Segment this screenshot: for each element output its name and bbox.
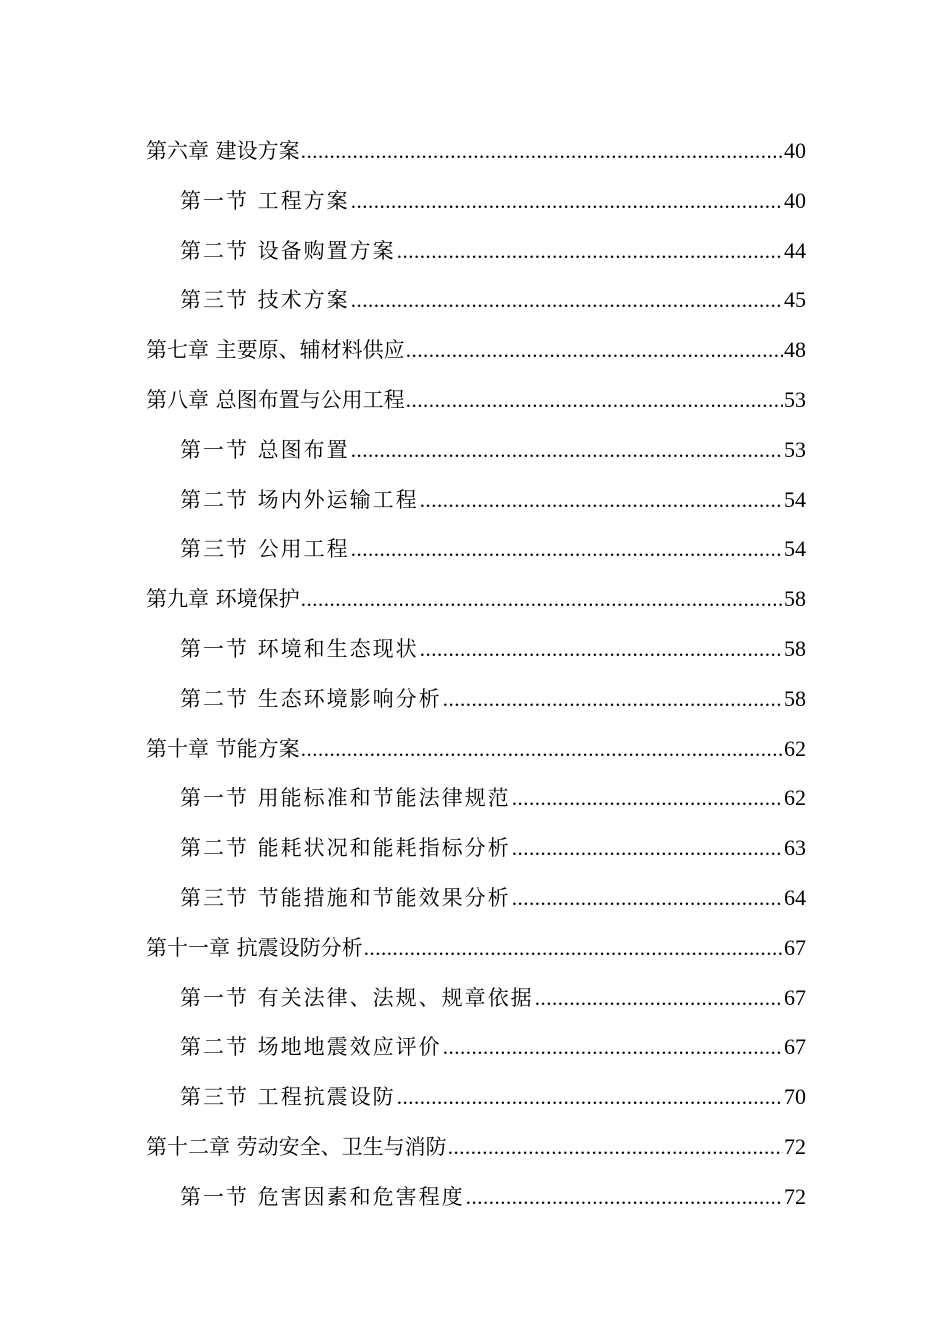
toc-entry-chapter-10[interactable] bbox=[146, 724, 806, 774]
toc-entry-page: 40 bbox=[784, 138, 806, 163]
toc-dot-leader bbox=[406, 326, 783, 376]
toc-entry-page: 58 bbox=[784, 685, 806, 711]
toc-entry-page: 40 bbox=[784, 187, 806, 213]
toc-entry-page: 67 bbox=[784, 984, 806, 1010]
toc-entry-page: 44 bbox=[784, 237, 806, 263]
toc-entry-title: 第九章 环境保护 bbox=[146, 587, 300, 612]
toc-entry-title: 第八章 总图布置与公用工程 bbox=[146, 387, 405, 412]
toc-entry-section[interactable] bbox=[146, 226, 806, 276]
toc-dot-leader bbox=[351, 276, 783, 326]
toc-dot-leader bbox=[420, 476, 783, 526]
toc-entry-page: 72 bbox=[784, 1183, 806, 1209]
toc-entry-section[interactable] bbox=[146, 773, 806, 823]
toc-entry-page: 62 bbox=[784, 785, 806, 811]
toc-entry-title: 第十二章 劳动安全、卫生与消防 bbox=[146, 1134, 447, 1159]
toc-dot-leader bbox=[443, 675, 783, 725]
toc-dot-leader bbox=[443, 1023, 783, 1073]
table-of-contents bbox=[146, 126, 806, 1222]
toc-entry-title: 第三节 公用工程 bbox=[180, 537, 350, 562]
toc-dot-leader bbox=[466, 1173, 783, 1223]
toc-entry-title: 第二节 生态环境影响分析 bbox=[180, 686, 442, 711]
toc-entry-page: 53 bbox=[784, 436, 806, 462]
toc-entry-title: 第一节 危害因素和危害程度 bbox=[180, 1184, 465, 1209]
toc-dot-leader bbox=[512, 874, 783, 924]
toc-entry-chapter-6[interactable] bbox=[146, 126, 806, 176]
toc-entry-title: 第一节 总图布置 bbox=[180, 437, 350, 462]
toc-entry-section[interactable] bbox=[146, 1072, 806, 1122]
toc-entry-page: 67 bbox=[784, 934, 806, 960]
toc-entry-section[interactable] bbox=[146, 973, 806, 1023]
toc-entry-page: 48 bbox=[784, 337, 806, 363]
toc-entry-section[interactable] bbox=[146, 176, 806, 226]
toc-entry-title: 第三节 节能措施和节能效果分析 bbox=[180, 885, 511, 910]
toc-entry-title: 第三节 技术方案 bbox=[180, 288, 350, 313]
toc-entry-page: 45 bbox=[784, 287, 806, 313]
toc-entry-title: 第二节 能耗状况和能耗指标分析 bbox=[180, 836, 511, 861]
toc-dot-leader bbox=[364, 924, 783, 974]
toc-dot-leader bbox=[420, 625, 783, 675]
toc-entry-section[interactable] bbox=[146, 275, 806, 325]
toc-entry-page: 64 bbox=[784, 884, 806, 910]
toc-entry-title: 第一节 环境和生态现状 bbox=[180, 636, 419, 661]
toc-entry-chapter-11[interactable] bbox=[146, 923, 806, 973]
toc-entry-title: 第一节 有关法律、法规、规章依据 bbox=[180, 985, 534, 1010]
toc-entry-section[interactable] bbox=[146, 873, 806, 923]
toc-entry-title: 第七章 主要原、辅材料供应 bbox=[146, 338, 405, 363]
toc-entry-title: 第一节 用能标准和节能法律规范 bbox=[180, 786, 511, 811]
toc-entry-title: 第二节 设备购置方案 bbox=[180, 238, 396, 263]
toc-dot-leader bbox=[351, 426, 783, 476]
toc-dot-leader bbox=[512, 774, 783, 824]
toc-entry-section[interactable] bbox=[146, 1022, 806, 1072]
toc-entry-page: 70 bbox=[784, 1084, 806, 1110]
toc-entry-title: 第十一章 抗震设防分析 bbox=[146, 935, 363, 960]
toc-entry-title: 第十章 节能方案 bbox=[146, 736, 300, 761]
toc-entry-page: 58 bbox=[784, 586, 806, 612]
toc-dot-leader bbox=[448, 1123, 783, 1173]
toc-entry-title: 第二节 场地地震效应评价 bbox=[180, 1035, 442, 1060]
toc-entry-section[interactable] bbox=[146, 624, 806, 674]
toc-dot-leader bbox=[351, 177, 783, 227]
toc-entry-section[interactable] bbox=[146, 475, 806, 525]
toc-entry-chapter-7[interactable] bbox=[146, 325, 806, 375]
toc-dot-leader bbox=[301, 575, 783, 625]
toc-entry-page: 72 bbox=[784, 1133, 806, 1159]
toc-entry-title: 第三节 工程抗震设防 bbox=[180, 1085, 396, 1110]
toc-dot-leader bbox=[397, 227, 783, 277]
toc-entry-section[interactable] bbox=[146, 425, 806, 475]
toc-dot-leader bbox=[351, 525, 783, 575]
toc-entry-page: 54 bbox=[784, 486, 806, 512]
toc-entry-section[interactable] bbox=[146, 674, 806, 724]
toc-entry-page: 63 bbox=[784, 835, 806, 861]
toc-entry-title: 第六章 建设方案 bbox=[146, 139, 300, 163]
toc-dot-leader bbox=[301, 725, 783, 775]
toc-entry-section[interactable] bbox=[146, 1172, 806, 1222]
toc-dot-leader bbox=[397, 1073, 783, 1123]
toc-entry-section[interactable] bbox=[146, 823, 806, 873]
toc-entry-page: 58 bbox=[784, 635, 806, 661]
toc-entry-chapter-12[interactable] bbox=[146, 1122, 806, 1172]
toc-entry-chapter-8[interactable] bbox=[146, 375, 806, 425]
toc-entry-title: 第二节 场内外运输工程 bbox=[180, 487, 419, 512]
toc-dot-leader bbox=[512, 824, 783, 874]
toc-entry-page: 62 bbox=[784, 735, 806, 761]
toc-entry-page: 67 bbox=[784, 1034, 806, 1060]
toc-entry-chapter-9[interactable] bbox=[146, 574, 806, 624]
toc-entry-title: 第一节 工程方案 bbox=[180, 188, 350, 213]
toc-entry-section[interactable] bbox=[146, 524, 806, 574]
toc-dot-leader bbox=[535, 974, 783, 1024]
toc-dot-leader bbox=[301, 127, 783, 177]
toc-entry-page: 54 bbox=[784, 536, 806, 562]
toc-entry-page: 53 bbox=[784, 386, 806, 412]
toc-dot-leader bbox=[406, 376, 783, 426]
